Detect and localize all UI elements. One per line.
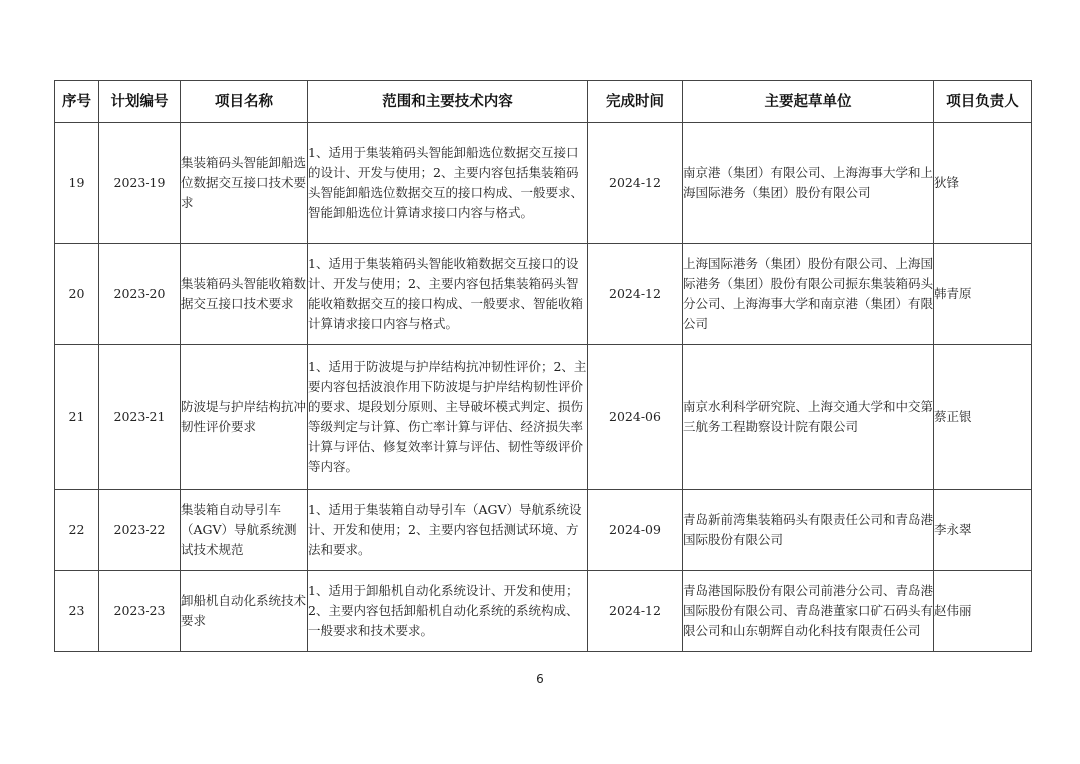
cell-name: 集装箱自动导引车（AGV）导航系统测试技术规范 bbox=[181, 490, 308, 571]
cell-deadline: 2024-12 bbox=[588, 123, 683, 244]
table-row bbox=[55, 123, 1032, 244]
cell-seq: 22 bbox=[55, 490, 99, 571]
cell-seq: 20 bbox=[55, 244, 99, 345]
cell-name: 卸船机自动化系统技术要求 bbox=[181, 571, 308, 652]
standards-plan-table bbox=[54, 80, 1032, 652]
cell-lead: 韩青原 bbox=[934, 244, 1032, 345]
cell-lead: 赵伟丽 bbox=[934, 571, 1032, 652]
cell-deadline: 2024-06 bbox=[588, 345, 683, 490]
cell-scope: 1、适用于集装箱码头智能收箱数据交互接口的设计、开发与使用；2、主要内容包括集装箱码头智能收箱数据交互的接口构成、一般要求、智能收箱计算请求接口内容与格式。 bbox=[308, 244, 588, 345]
header-name: 项目名称 bbox=[181, 81, 308, 123]
cell-drafter: 青岛新前湾集装箱码头有限责任公司和青岛港国际股份有限公司 bbox=[683, 490, 934, 571]
cell-drafter: 南京水利科学研究院、上海交通大学和中交第三航务工程勘察设计院有限公司 bbox=[683, 345, 934, 490]
cell-plan-no: 2023-20 bbox=[99, 244, 181, 345]
cell-name: 防波堤与护岸结构抗冲韧性评价要求 bbox=[181, 345, 308, 490]
cell-plan-no: 2023-21 bbox=[99, 345, 181, 490]
cell-name: 集装箱码头智能收箱数据交互接口技术要求 bbox=[181, 244, 308, 345]
cell-drafter: 青岛港国际股份有限公司前港分公司、青岛港国际股份有限公司、青岛港董家口矿石码头有限公司和山东朝辉自动化科技有限责任公司 bbox=[683, 571, 934, 652]
cell-deadline: 2024-12 bbox=[588, 244, 683, 345]
cell-lead: 狄锋 bbox=[934, 123, 1032, 244]
cell-deadline: 2024-12 bbox=[588, 571, 683, 652]
cell-deadline: 2024-09 bbox=[588, 490, 683, 571]
cell-scope: 1、适用于集装箱自动导引车（AGV）导航系统设计、开发和使用；2、主要内容包括测试环境、方法和要求。 bbox=[308, 490, 588, 571]
cell-scope: 1、适用于防波堤与护岸结构抗冲韧性评价；2、主要内容包括波浪作用下防波堤与护岸结构韧性评价的要求、堤段划分原则、主导破坏模式判定、损伤等级判定与计算、伤亡率计算与评估、经济损失率计算与评估、修复效率计算与评估、韧性等级评价等内容。 bbox=[308, 345, 588, 490]
cell-plan-no: 2023-22 bbox=[99, 490, 181, 571]
cell-name: 集装箱码头智能卸船选位数据交互接口技术要求 bbox=[181, 123, 308, 244]
cell-lead: 蔡正银 bbox=[934, 345, 1032, 490]
cell-scope: 1、适用于卸船机自动化系统设计、开发和使用；2、主要内容包括卸船机自动化系统的系统构成、一般要求和技术要求。 bbox=[308, 571, 588, 652]
table-row bbox=[55, 345, 1032, 490]
page-number: 6 bbox=[536, 672, 544, 686]
header-lead: 项目负责人 bbox=[934, 81, 1032, 123]
table-row bbox=[55, 244, 1032, 345]
cell-scope: 1、适用于集装箱码头智能卸船选位数据交互接口的设计、开发与使用；2、主要内容包括集装箱码头智能卸船选位数据交互的接口构成、一般要求、智能卸船选位计算请求接口内容与格式。 bbox=[308, 123, 588, 244]
cell-drafter: 南京港（集团）有限公司、上海海事大学和上海国际港务（集团）股份有限公司 bbox=[683, 123, 934, 244]
header-drafter: 主要起草单位 bbox=[683, 81, 934, 123]
header-plan-no: 计划编号 bbox=[99, 81, 181, 123]
header-seq: 序号 bbox=[55, 81, 99, 123]
header-row bbox=[55, 81, 1032, 123]
cell-seq: 21 bbox=[55, 345, 99, 490]
header-scope: 范围和主要技术内容 bbox=[308, 81, 588, 123]
header-deadline: 完成时间 bbox=[588, 81, 683, 123]
table-row bbox=[55, 571, 1032, 652]
cell-seq: 23 bbox=[55, 571, 99, 652]
cell-plan-no: 2023-19 bbox=[99, 123, 181, 244]
cell-drafter: 上海国际港务（集团）股份有限公司、上海国际港务（集团）股份有限公司振东集装箱码头分公司、上海海事大学和南京港（集团）有限公司 bbox=[683, 244, 934, 345]
cell-lead: 李永翠 bbox=[934, 490, 1032, 571]
cell-plan-no: 2023-23 bbox=[99, 571, 181, 652]
table-row bbox=[55, 490, 1032, 571]
cell-seq: 19 bbox=[55, 123, 99, 244]
